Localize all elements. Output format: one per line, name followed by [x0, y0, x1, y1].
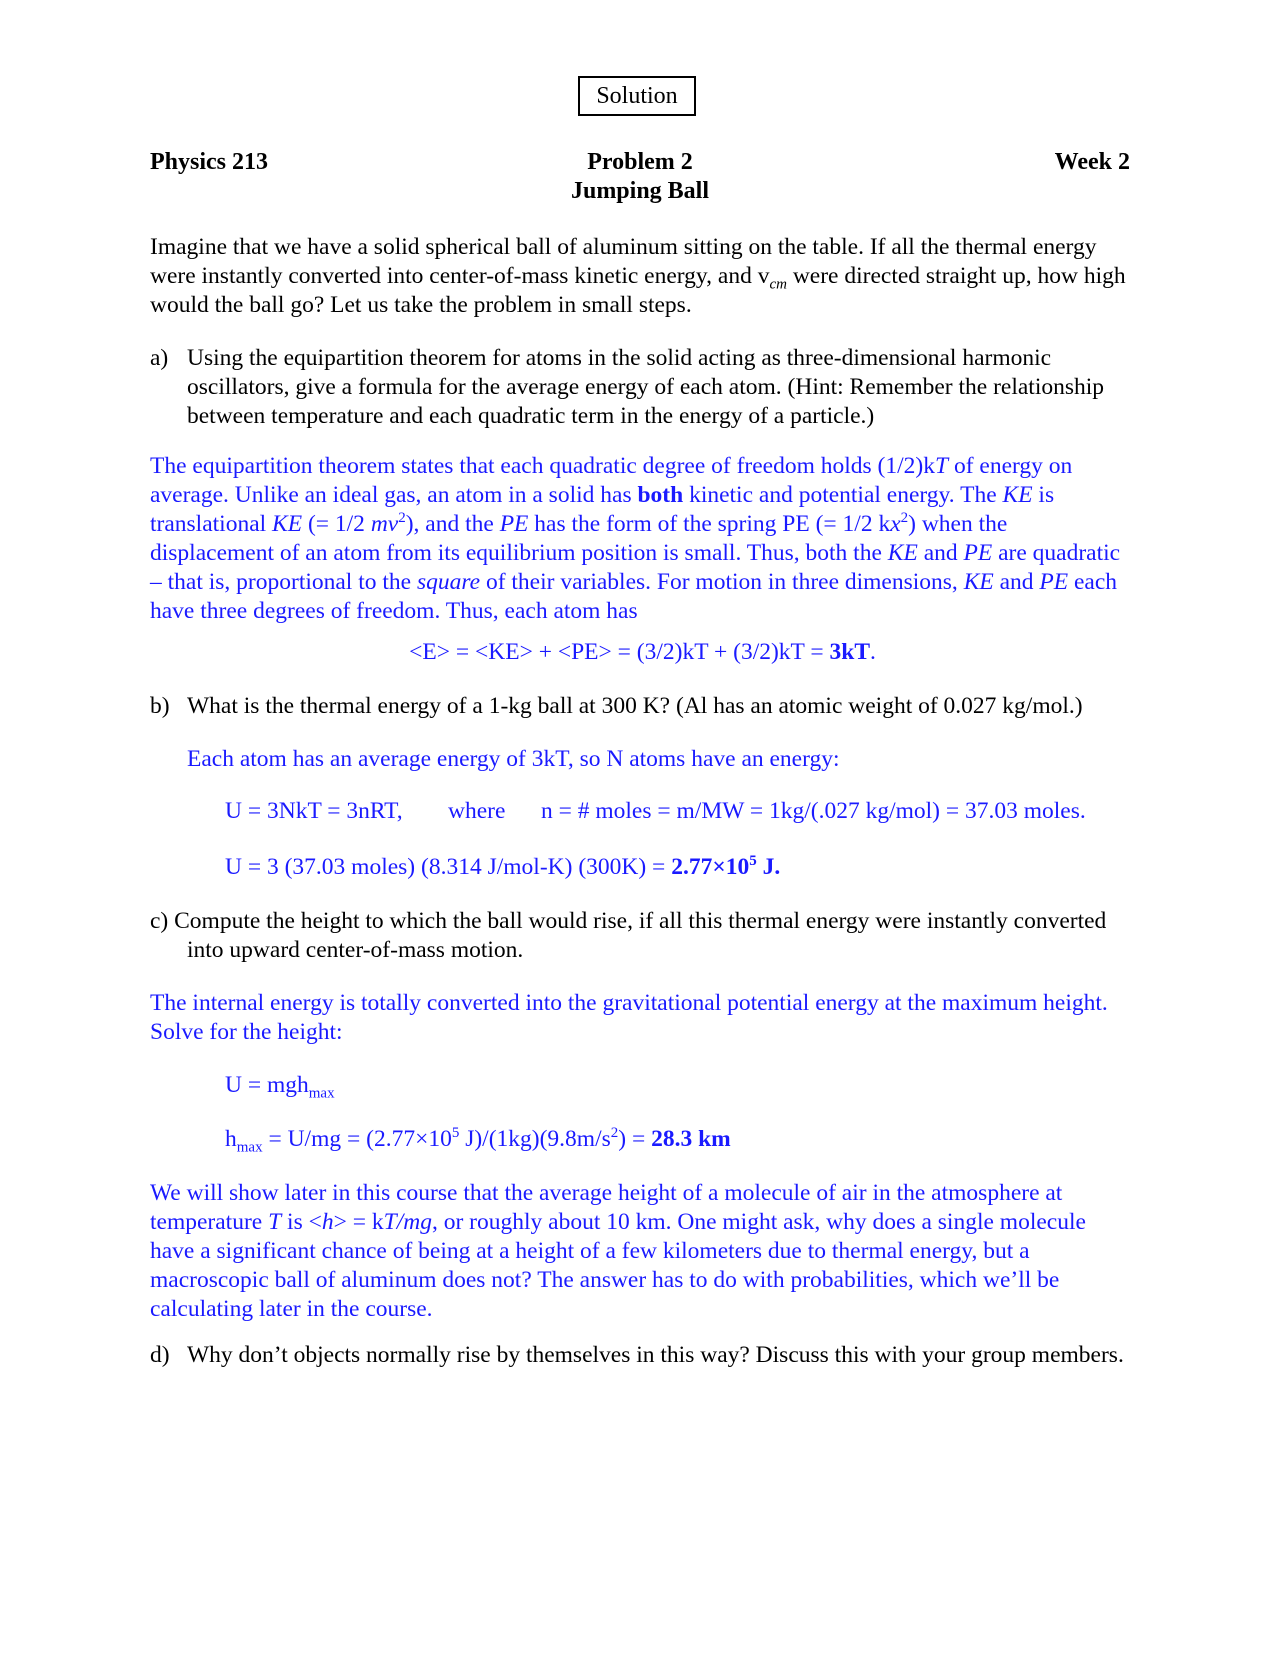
question-d [150, 1341, 1140, 1370]
equation-u-3nkt: U = 3NkT = 3nRT, [225, 798, 403, 824]
question-a-text: Using the equipartition theorem for atoms in the solid acting as three-dimensional harmonic oscillators, give a formula for the average energy of each atom. (Hint: Remember the relationship between temperature and each quadratic term in the energy of a particle.) [187, 345, 1105, 429]
answer-c-note: We will show later in this course that the average height of a molecule of air in the atmosphere at temperature T is <h> = kT/mg, or roughly about 10 km. One might ask, why does a single molecule have a significant chance of being at a height of a few kilometers due to thermal energy, but a macroscopic ball of aluminum does not? The answer has to do with probabilities, which we’ll be calculating later in the course. [150, 1180, 1086, 1322]
answer-c: The internal energy is totally converted into the gravitational potential energy at the maximum height. Solve for the height: [150, 990, 1108, 1045]
question-a [150, 344, 1140, 431]
problem-number: Problem 2 [587, 149, 693, 175]
week-label: Week 2 [1054, 149, 1130, 175]
equation-u-value: U = 3 (37.03 moles) (8.314 J/mol-K) $(300K) = 2.77\times 10^5$ J. [225, 853, 781, 880]
equation-u-mgh: U = mgh$_{max}$ [225, 1072, 335, 1102]
equation-average-energy: <E> = <KE> + <PE> = (3/2)kT + (3/2)kT = 3kT. [409, 639, 876, 665]
course-name: Physics 213 [150, 149, 269, 175]
question-b-text: What is the thermal energy of a 1-kg ball at 300 K? (Al has an atomic weight of 0.027 kg/mol.) [187, 693, 1083, 719]
answer-b-intro: Each atom has an average energy of 3kT, so N atoms have an energy: [187, 746, 840, 772]
equation-moles: n = # moles = m/MW = 1kg/(.027 kg/mol) = 37.03 moles. [541, 798, 1086, 824]
question-c: c) Compute the height to which the ball would rise, if all this thermal energy were instantly converted into upward center-of-mass motion. [150, 908, 1107, 963]
problem-title: Jumping Ball [570, 178, 710, 204]
solution-label: Solution [578, 76, 696, 116]
question-b [150, 692, 1160, 721]
answer-a: The equipartition theorem states that each quadratic degree of freedom holds (1/2)kT of energy on average. Unlike an ideal gas, an atom in a solid has both kinetic and potential energy. The KE is translational KE (= 1/2 $mv^2$), and the PE has the form of the spring PE (= 1/2 $kx^2$) when the displacement of an atom from its equilibrium position is small. Thus, both the KE and PE are quadratic – that is, proportional to the square of their variables. For motion in three dimensions, KE and PE each have three degrees of freedom. Thus, each atom has [150, 453, 1121, 624]
question-a-label: a) [150, 345, 169, 371]
intro-paragraph: Imagine that we have a solid spherical ball of aluminum sitting on the table. If all the thermal energy were instantly converted into center-of-mass kinetic energy, and $v_{cm}$ were directed straight up, how high would the ball go? Let us take the problem in small steps. [150, 234, 1126, 318]
equation-where: where [448, 798, 506, 824]
question-d-label: d) [150, 1342, 170, 1368]
question-b-label: b) [150, 693, 170, 719]
equation-hmax: $h_{max} = U/mg = (2.77\times 10^5$ $J)/(1kg)(9.8m/s^2) = 28.3$ km [225, 1125, 731, 1156]
question-d-text: Why don’t objects normally rise by themselves in this way? Discuss this with your group members. [187, 1342, 1124, 1368]
